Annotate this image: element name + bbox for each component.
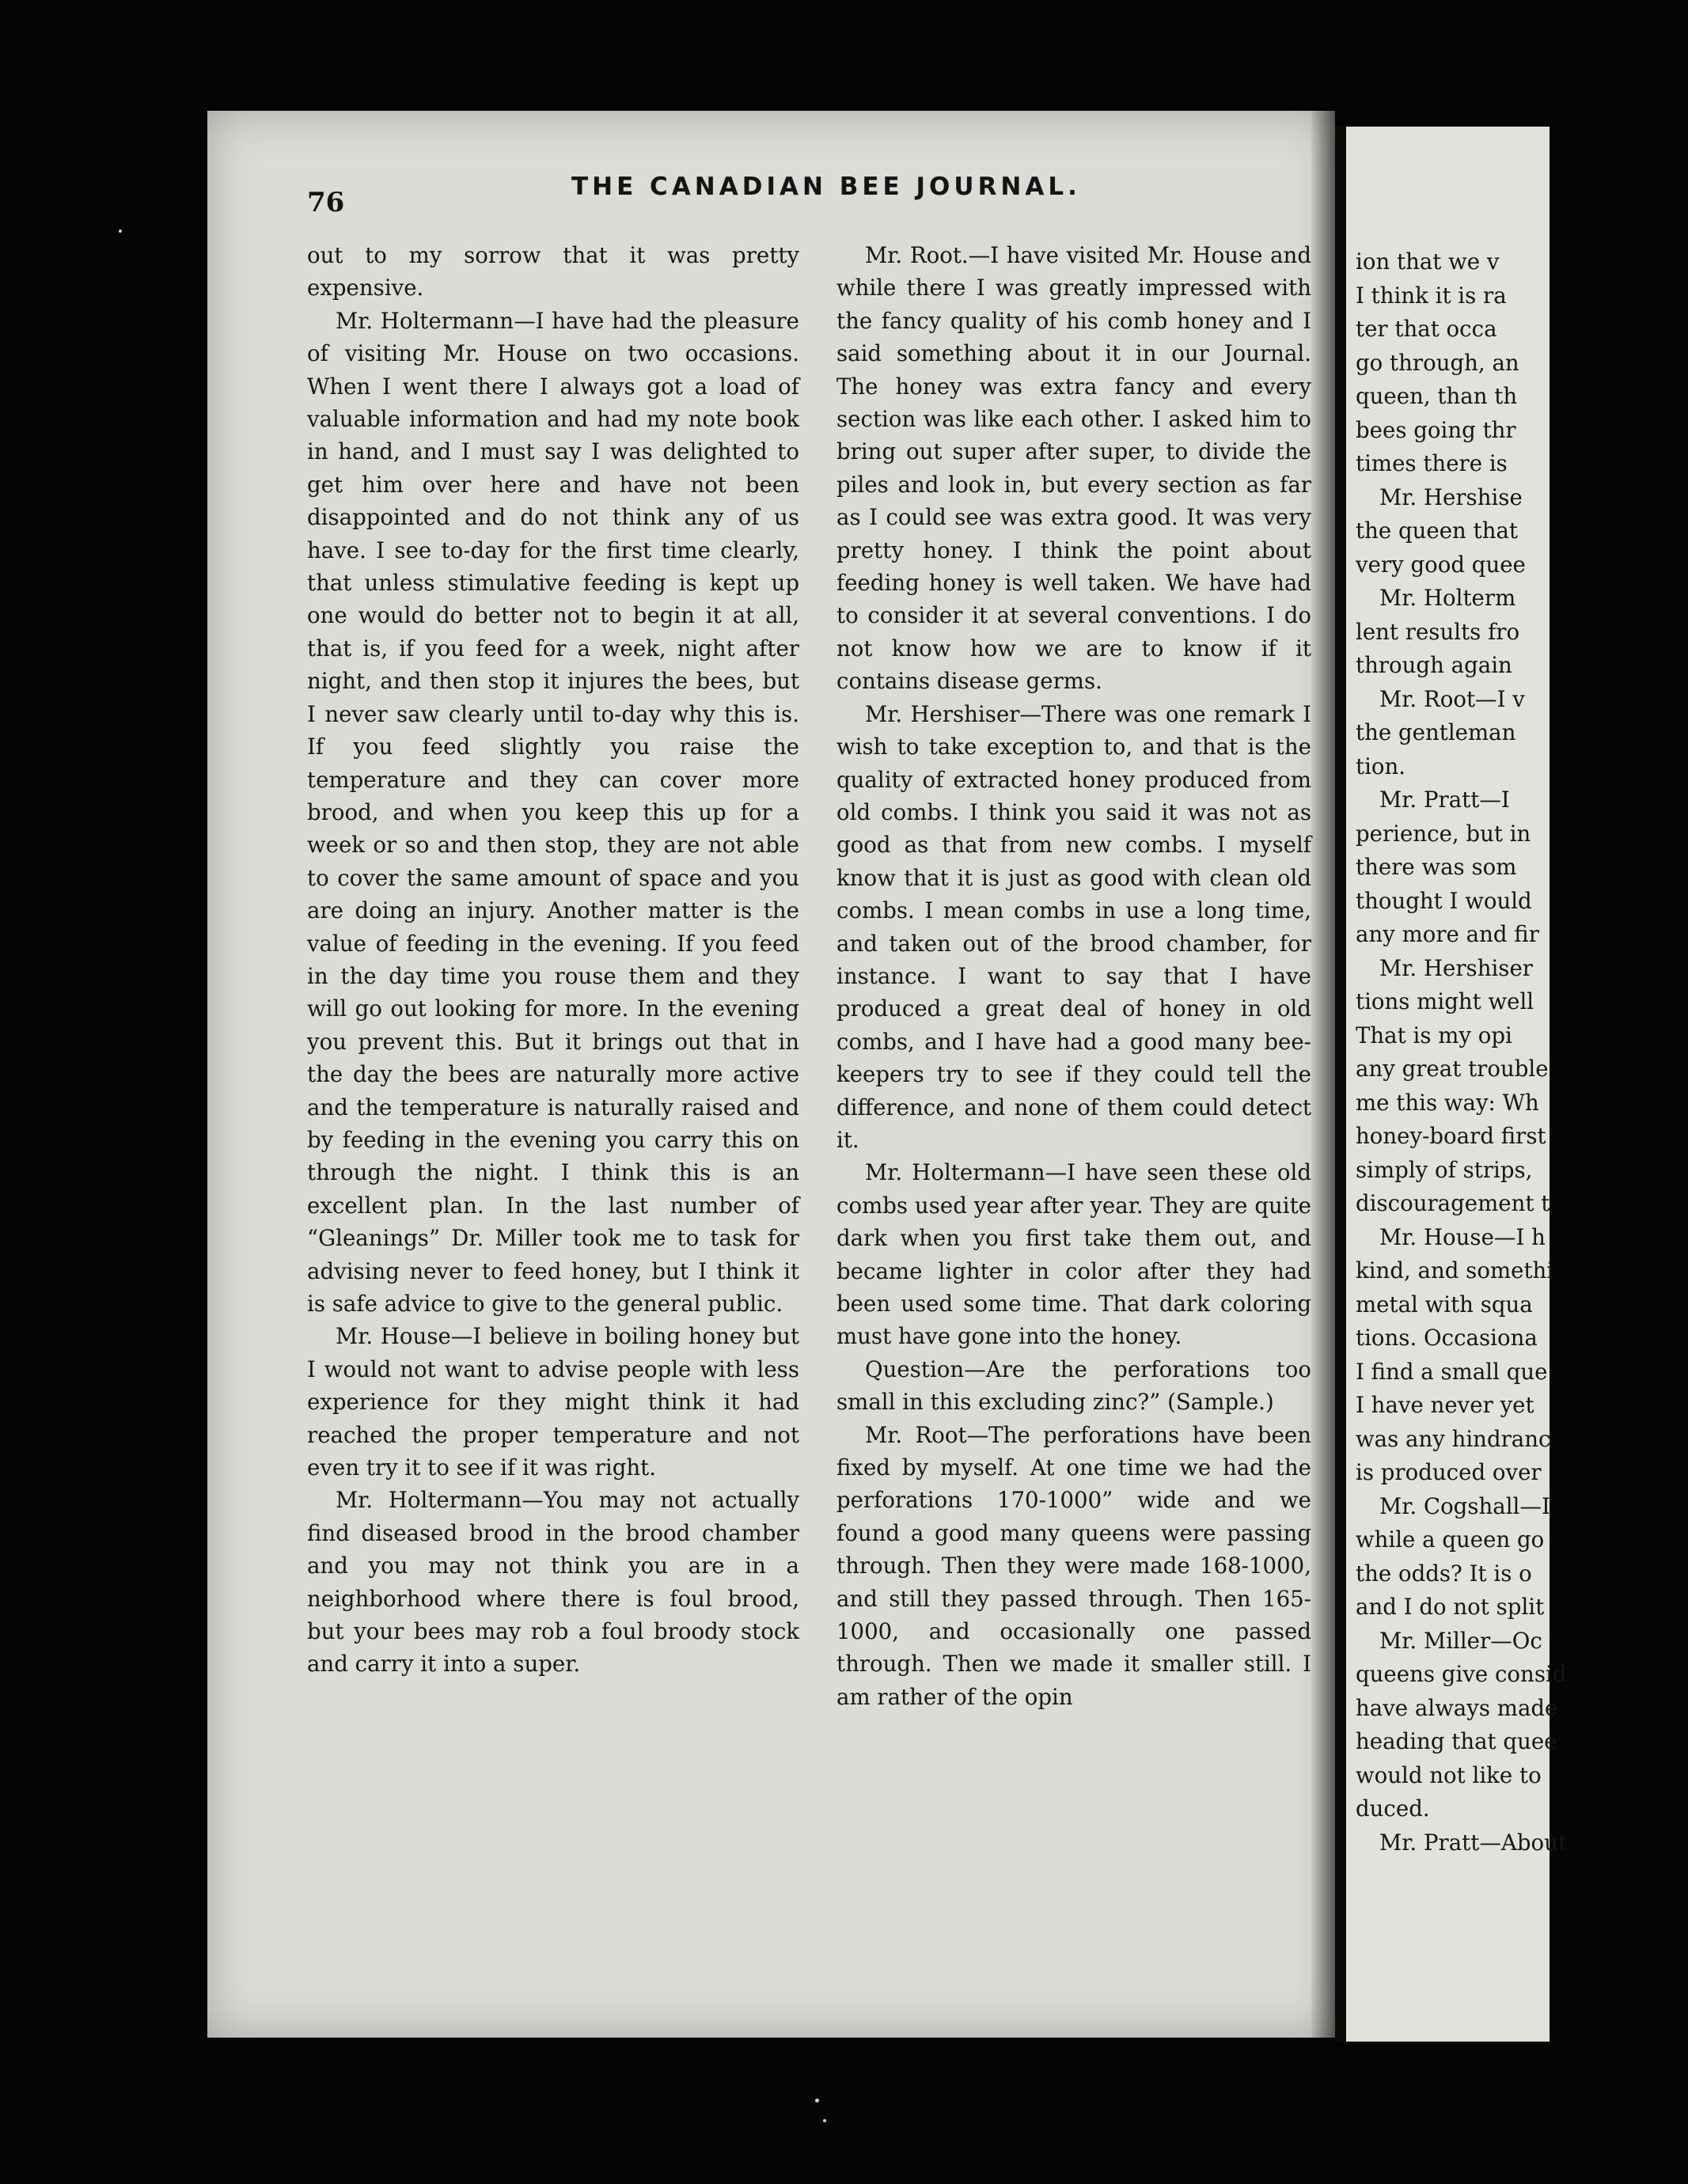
facing-page-line: Mr. Miller—Oc <box>1379 1627 1542 1654</box>
facing-page-line: very good quee <box>1356 551 1526 578</box>
page-number: 76 <box>307 187 345 218</box>
facing-page-line: through again <box>1356 652 1512 678</box>
facing-page-line: Mr. Root—I v <box>1379 685 1525 712</box>
facing-page-text-column <box>1356 245 1688 1860</box>
facing-page-line: I think it is ra <box>1356 282 1507 309</box>
paragraph: Question—Are the perforations too small in this excluding zinc?” (Sample.) <box>836 1356 1311 1416</box>
facing-page-line: was any hindranc <box>1356 1425 1551 1452</box>
facing-page-line: the queen that <box>1356 518 1518 544</box>
facing-page-line: ion that we v <box>1356 248 1500 275</box>
facing-page-line: Mr. House—I h <box>1379 1223 1546 1250</box>
facing-page-line: tions might well <box>1356 988 1534 1014</box>
facing-page-line: kind, and somethi <box>1356 1257 1554 1283</box>
facing-page-line: Mr. Holterm <box>1379 585 1516 611</box>
facing-page-line: me this way: Wh <box>1356 1089 1539 1116</box>
facing-page-line: I have never yet <box>1356 1392 1534 1418</box>
facing-page-line: I find a small que <box>1356 1358 1548 1385</box>
facing-page-line: discouragement t <box>1356 1190 1550 1216</box>
facing-page-line: the gentleman <box>1356 719 1516 745</box>
facing-page-line: Mr. Pratt—About <box>1379 1829 1567 1856</box>
facing-page-line: tions. Occasiona <box>1356 1325 1538 1351</box>
facing-page-line: Mr. Pratt—I <box>1379 787 1510 813</box>
facing-page-line: metal with squa <box>1356 1291 1533 1318</box>
facing-page-line: duced. <box>1356 1795 1430 1822</box>
facing-page-line: would not like to <box>1356 1761 1542 1788</box>
facing-page-line: queen, than th <box>1356 383 1518 409</box>
facing-page-line: there was som <box>1356 854 1517 880</box>
facing-page-line: ter that occa <box>1356 316 1497 342</box>
facing-page-line: perience, but in <box>1356 820 1531 847</box>
paragraph: Mr. Holtermann—I have had the pleasure of visiting Mr. House on two occasions. When I went there I always got a load of valuable information and had my note book in hand, and I must say I was delighted to get him over here and have not been disappointed and do not think any of us have. I see to-day for the first time clearly, that unless stimulative feeding is kept up one would do better not to begin it at all, that is, if you feed for a week, night after night, and then stop it injures the bees, but I never saw clearly until to-day why this is. If you feed slightly you raise the temperature and they can cover more brood, and when you keep this up for a week or so and then stop, they are not able to cover the same amount of space and you are doing an injury. Another matter is the value of feeding in the evening. If you feed in the day time you rouse them and they will go out looking for more. In the evening you prevent this. But it brings out that in the day the bees are naturally more active and the temperature is naturally raised and by feeding in the evening you carry this on through the night. I think this is an excellent plan. In the last number of “Gleanings” Dr. Miller took me to task for advising never to feed honey, but I think it is safe advice to give to the general public. <box>307 307 799 1317</box>
facing-page-line: Mr. Hershise <box>1379 483 1523 510</box>
facing-page-line: Mr. Cogshall—I <box>1379 1492 1550 1519</box>
page-gutter-shadow <box>1311 111 1335 2038</box>
paragraph: out to my sorrow that it was pretty expensive. <box>307 242 799 301</box>
paragraph: Mr. Holtermann—You may not actually find diseased brood in the brood chamber and you may not think you are in a neighborhood where there is foul brood, but your bees may rob a foul broody stock and carry it into a super. <box>307 1487 799 1678</box>
facing-page-line: the odds? It is o <box>1356 1560 1532 1587</box>
facing-page-line: heading that quee <box>1356 1728 1557 1754</box>
scan-speck <box>815 2099 819 2102</box>
facing-page-line: while a queen go <box>1356 1526 1545 1553</box>
facing-page-line: queens give consid <box>1356 1661 1567 1687</box>
paragraph: Mr. Holtermann—I have seen these old combs used year after year. They are quite dark when you first take them out, and became lighter in color after they had been used some time. That dark coloring must have gone into the honey. <box>836 1159 1311 1350</box>
facing-page-line: thought I would <box>1356 887 1532 914</box>
facing-page-line: honey-board first <box>1356 1123 1546 1149</box>
facing-page-line: simply of strips, <box>1356 1156 1533 1183</box>
paragraph: Mr. House—I believe in boiling honey but I would not want to advise people with less experience for they might think it had reached the proper temperature and not even try it to see if it was right. <box>307 1323 799 1481</box>
facing-page-line: tion. <box>1356 753 1406 779</box>
facing-page-line: any more and fir <box>1356 921 1539 947</box>
paragraph: Mr. Root—The perforations have been fixed by myself. At one time we had the perforations 170-1000” wide and we found a good many queens were passing through. Then they were made 168-1000, and still they passed through. Then 165-1000, and occasionally one passed through. Then we made it smaller still. I am rather of the opin <box>836 1421 1311 1710</box>
facing-page-line: Mr. Hershiser <box>1379 954 1533 981</box>
paragraph: Mr. Hershiser—There was one remark I wish to take exception to, and that is the quality of extracted honey produced from old combs. I think you said it was not as good as that from new combs. I myself know that it is just as good with clean old combs. I mean combs in use a long time, and taken out of the brood chamber, for instance. I want to say that I have produced a great deal of honey in old combs, and I have had a good many bee-keepers try to see if they could tell the difference, and none of them could detect it. <box>836 700 1311 1153</box>
paragraph: Mr. Root.—I have visited Mr. House and while there I was greatly impressed with the fancy quality of his comb honey and I said something about it in our Journal. The honey was extra fancy and every section was like each other. I asked him to bring out super after super, to divide the piles and look in, but every section as far as I could see was extra good. It was very pretty honey. I think the point about feeding honey is well taken. We have had to consider it at several conventions. I do not know how we are to know if it contains disease germs. <box>836 242 1311 695</box>
journal-title: THE CANADIAN BEE JOURNAL. <box>571 173 1081 201</box>
facing-page-line: lent results fro <box>1356 618 1520 645</box>
facing-page-line: is produced over <box>1356 1459 1542 1485</box>
facing-page-line: and I do not split <box>1356 1594 1545 1620</box>
facing-page <box>1335 127 1567 2042</box>
scan-speck <box>823 2119 826 2122</box>
facing-page-line: times there is <box>1356 450 1508 476</box>
facing-page-line: bees going thr <box>1356 416 1516 443</box>
facing-page-line: have always made <box>1356 1694 1558 1721</box>
journal-page <box>207 111 1335 2038</box>
facing-page-line: That is my opi <box>1356 1022 1512 1048</box>
facing-page-line: go through, an <box>1356 349 1519 376</box>
facing-page-line: any great trouble <box>1356 1056 1549 1082</box>
scan-speck <box>119 229 122 233</box>
right-text-column <box>836 239 1311 1713</box>
left-text-column <box>307 239 799 1681</box>
